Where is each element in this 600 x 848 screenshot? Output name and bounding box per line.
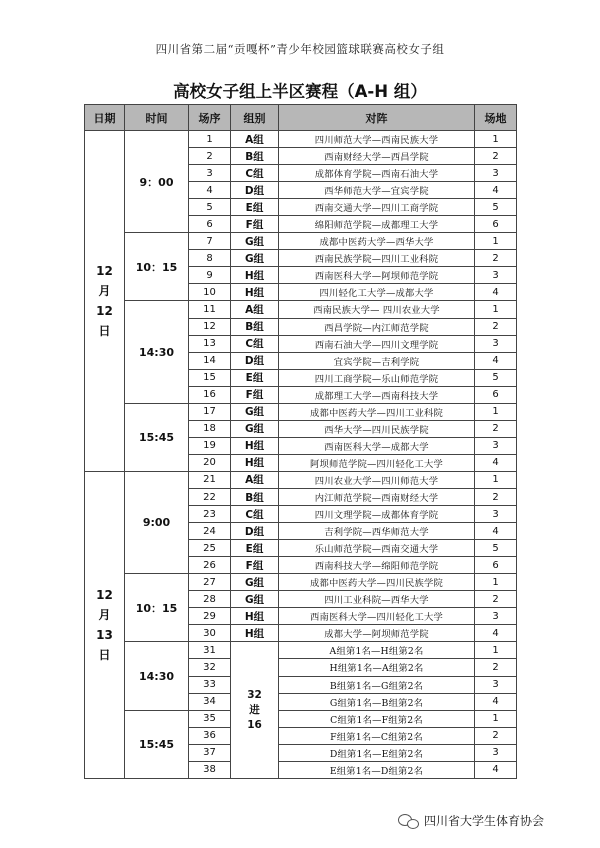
match-cell: 西南石油大学—四川文理学院 bbox=[279, 335, 475, 352]
venue-cell: 4 bbox=[475, 625, 517, 642]
group-cell: F组 bbox=[231, 386, 279, 403]
order-cell: 28 bbox=[189, 591, 231, 608]
match-cell: H组第1名—A组第2名 bbox=[279, 659, 475, 676]
order-cell: 11 bbox=[189, 301, 231, 318]
order-cell: 29 bbox=[189, 608, 231, 625]
match-cell: 西华大学—四川民族学院 bbox=[279, 420, 475, 437]
group-cell: G组 bbox=[231, 233, 279, 250]
group-cell: G组 bbox=[231, 250, 279, 267]
order-cell: 1 bbox=[189, 131, 231, 148]
group-cell: H组 bbox=[231, 284, 279, 301]
order-cell: 3 bbox=[189, 165, 231, 182]
table-row bbox=[85, 574, 517, 591]
match-cell: 西南民族学院—四川工业科院 bbox=[279, 250, 475, 267]
group-cell: C组 bbox=[231, 165, 279, 182]
order-cell: 6 bbox=[189, 216, 231, 233]
order-cell: 5 bbox=[189, 199, 231, 216]
venue-cell: 4 bbox=[475, 761, 517, 778]
date-cell: 12 月 13 日 bbox=[85, 471, 125, 778]
venue-cell: 2 bbox=[475, 318, 517, 335]
match-cell: D组第1名—E组第2名 bbox=[279, 744, 475, 761]
venue-cell: 4 bbox=[475, 454, 517, 471]
group-cell: H组 bbox=[231, 267, 279, 284]
match-cell: G组第1名—B组第2名 bbox=[279, 693, 475, 710]
group-cell: E组 bbox=[231, 199, 279, 216]
venue-cell: 4 bbox=[475, 284, 517, 301]
group-cell: D组 bbox=[231, 182, 279, 199]
venue-cell: 1 bbox=[475, 710, 517, 727]
venue-cell: 1 bbox=[475, 131, 517, 148]
document-header: 四川省第二届“贡嘎杯”青少年校园篮球联赛高校女子组 bbox=[155, 42, 445, 56]
venue-cell: 5 bbox=[475, 540, 517, 557]
order-cell: 38 bbox=[189, 761, 231, 778]
match-cell: 成都大学—阿坝师范学院 bbox=[279, 625, 475, 642]
group-cell: C组 bbox=[231, 506, 279, 523]
stage-cell: 32 进 16 bbox=[231, 642, 279, 778]
order-cell: 32 bbox=[189, 659, 231, 676]
order-cell: 27 bbox=[189, 574, 231, 591]
col-header-group: 组别 bbox=[231, 105, 279, 131]
venue-cell: 1 bbox=[475, 233, 517, 250]
match-cell: 宜宾学院—吉利学院 bbox=[279, 352, 475, 369]
match-cell: 四川农业大学—四川师范大学 bbox=[279, 471, 475, 488]
group-cell: G组 bbox=[231, 574, 279, 591]
order-cell: 10 bbox=[189, 284, 231, 301]
time-cell: 10：15 bbox=[125, 233, 189, 301]
venue-cell: 2 bbox=[475, 727, 517, 744]
match-cell: 西南财经大学—西昌学院 bbox=[279, 148, 475, 165]
group-cell: D组 bbox=[231, 352, 279, 369]
date-cell: 12 月 12 日 bbox=[85, 131, 125, 472]
group-cell: G组 bbox=[231, 420, 279, 437]
venue-cell: 2 bbox=[475, 420, 517, 437]
match-cell: 成都中医药大学—四川民族学院 bbox=[279, 574, 475, 591]
venue-cell: 3 bbox=[475, 165, 517, 182]
venue-cell: 1 bbox=[475, 574, 517, 591]
match-cell: 成都理工大学—西南科技大学 bbox=[279, 386, 475, 403]
group-cell: E组 bbox=[231, 540, 279, 557]
order-cell: 14 bbox=[189, 352, 231, 369]
wechat-icon bbox=[398, 813, 420, 829]
time-cell: 14:30 bbox=[125, 301, 189, 403]
group-cell: A组 bbox=[231, 301, 279, 318]
time-cell: 9：00 bbox=[125, 131, 189, 233]
order-cell: 7 bbox=[189, 233, 231, 250]
match-cell: 乐山师范学院—西南交通大学 bbox=[279, 540, 475, 557]
match-cell: F组第1名—C组第2名 bbox=[279, 727, 475, 744]
venue-cell: 1 bbox=[475, 642, 517, 659]
order-cell: 30 bbox=[189, 625, 231, 642]
venue-cell: 3 bbox=[475, 676, 517, 693]
group-cell: H组 bbox=[231, 625, 279, 642]
match-cell: 四川工业科院—西华大学 bbox=[279, 591, 475, 608]
match-cell: 内江师范学院—西南财经大学 bbox=[279, 488, 475, 505]
table-row bbox=[85, 642, 517, 659]
order-cell: 2 bbox=[189, 148, 231, 165]
match-cell: 西南医科大学—四川轻化工大学 bbox=[279, 608, 475, 625]
time-cell: 10：15 bbox=[125, 574, 189, 642]
match-cell: 阿坝师范学院—四川轻化工大学 bbox=[279, 454, 475, 471]
order-cell: 4 bbox=[189, 182, 231, 199]
venue-cell: 5 bbox=[475, 369, 517, 386]
group-cell: E组 bbox=[231, 369, 279, 386]
col-header-match: 对阵 bbox=[279, 105, 475, 131]
order-cell: 35 bbox=[189, 710, 231, 727]
order-cell: 24 bbox=[189, 523, 231, 540]
venue-cell: 3 bbox=[475, 608, 517, 625]
group-cell: G组 bbox=[231, 403, 279, 420]
match-cell: E组第1名—D组第2名 bbox=[279, 761, 475, 778]
match-cell: 绵阳师范学院—成都理工大学 bbox=[279, 216, 475, 233]
watermark-text: 四川省大学生体育协会 bbox=[424, 814, 545, 828]
venue-cell: 4 bbox=[475, 523, 517, 540]
col-header-venue: 场地 bbox=[475, 105, 517, 131]
venue-cell: 2 bbox=[475, 488, 517, 505]
order-cell: 18 bbox=[189, 420, 231, 437]
group-cell: D组 bbox=[231, 523, 279, 540]
schedule-table bbox=[84, 104, 517, 779]
schedule-body bbox=[85, 131, 517, 779]
venue-cell: 2 bbox=[475, 591, 517, 608]
order-cell: 23 bbox=[189, 506, 231, 523]
time-cell: 15:45 bbox=[125, 710, 189, 778]
group-cell: F组 bbox=[231, 557, 279, 574]
order-cell: 20 bbox=[189, 454, 231, 471]
group-cell: B组 bbox=[231, 488, 279, 505]
venue-cell: 1 bbox=[475, 471, 517, 488]
group-cell: C组 bbox=[231, 335, 279, 352]
order-cell: 36 bbox=[189, 727, 231, 744]
venue-cell: 2 bbox=[475, 148, 517, 165]
venue-cell: 6 bbox=[475, 386, 517, 403]
order-cell: 33 bbox=[189, 676, 231, 693]
match-cell: 西南交通大学—四川工商学院 bbox=[279, 199, 475, 216]
match-cell: 西南医科大学—阿坝师范学院 bbox=[279, 267, 475, 284]
group-cell: F组 bbox=[231, 216, 279, 233]
order-cell: 12 bbox=[189, 318, 231, 335]
order-cell: 9 bbox=[189, 267, 231, 284]
group-cell: H组 bbox=[231, 437, 279, 454]
time-cell: 14:30 bbox=[125, 642, 189, 710]
table-row bbox=[85, 471, 517, 488]
order-cell: 25 bbox=[189, 540, 231, 557]
venue-cell: 2 bbox=[475, 250, 517, 267]
order-cell: 34 bbox=[189, 693, 231, 710]
venue-cell: 2 bbox=[475, 659, 517, 676]
group-cell: A组 bbox=[231, 471, 279, 488]
venue-cell: 3 bbox=[475, 437, 517, 454]
watermark bbox=[398, 812, 544, 829]
match-cell: 西南民族大学— 四川农业大学 bbox=[279, 301, 475, 318]
order-cell: 8 bbox=[189, 250, 231, 267]
table-row bbox=[85, 131, 517, 148]
col-header-date: 日期 bbox=[85, 105, 125, 131]
match-cell: 成都体育学院—西南石油大学 bbox=[279, 165, 475, 182]
venue-cell: 3 bbox=[475, 506, 517, 523]
venue-cell: 4 bbox=[475, 182, 517, 199]
match-cell: A组第1名—H组第2名 bbox=[279, 642, 475, 659]
match-cell: 成都中医药大学—四川工业科院 bbox=[279, 403, 475, 420]
table-row bbox=[85, 710, 517, 727]
table-row bbox=[85, 403, 517, 420]
group-cell: B组 bbox=[231, 148, 279, 165]
venue-cell: 3 bbox=[475, 335, 517, 352]
match-cell: 吉利学院—西华师范大学 bbox=[279, 523, 475, 540]
group-cell: G组 bbox=[231, 591, 279, 608]
match-cell: 四川工商学院—乐山师范学院 bbox=[279, 369, 475, 386]
match-cell: C组第1名—F组第2名 bbox=[279, 710, 475, 727]
order-cell: 15 bbox=[189, 369, 231, 386]
venue-cell: 1 bbox=[475, 301, 517, 318]
match-cell: 四川师范大学—西南民族大学 bbox=[279, 131, 475, 148]
time-cell: 9:00 bbox=[125, 471, 189, 573]
venue-cell: 6 bbox=[475, 216, 517, 233]
order-cell: 26 bbox=[189, 557, 231, 574]
match-cell: B组第1名—G组第2名 bbox=[279, 676, 475, 693]
order-cell: 16 bbox=[189, 386, 231, 403]
time-cell: 15:45 bbox=[125, 403, 189, 471]
match-cell: 四川轻化工大学—成都大学 bbox=[279, 284, 475, 301]
table-row bbox=[85, 301, 517, 318]
col-header-time: 时间 bbox=[125, 105, 189, 131]
col-header-order: 场序 bbox=[189, 105, 231, 131]
order-cell: 31 bbox=[189, 642, 231, 659]
page-title: 高校女子组上半区赛程（A-H 组） bbox=[173, 82, 427, 101]
order-cell: 13 bbox=[189, 335, 231, 352]
match-cell: 西南医科大学—成都大学 bbox=[279, 437, 475, 454]
order-cell: 19 bbox=[189, 437, 231, 454]
match-cell: 西南科技大学—绵阳师范学院 bbox=[279, 557, 475, 574]
order-cell: 17 bbox=[189, 403, 231, 420]
venue-cell: 1 bbox=[475, 403, 517, 420]
group-cell: H组 bbox=[231, 454, 279, 471]
order-cell: 37 bbox=[189, 744, 231, 761]
group-cell: H组 bbox=[231, 608, 279, 625]
group-cell: A组 bbox=[231, 131, 279, 148]
match-cell: 西华师范大学—宜宾学院 bbox=[279, 182, 475, 199]
table-row bbox=[85, 233, 517, 250]
venue-cell: 3 bbox=[475, 744, 517, 761]
venue-cell: 4 bbox=[475, 352, 517, 369]
match-cell: 四川文理学院—成都体育学院 bbox=[279, 506, 475, 523]
table-header-row bbox=[85, 105, 517, 131]
order-cell: 22 bbox=[189, 488, 231, 505]
order-cell: 21 bbox=[189, 471, 231, 488]
match-cell: 西昌学院—内江师范学院 bbox=[279, 318, 475, 335]
group-cell: B组 bbox=[231, 318, 279, 335]
match-cell: 成都中医药大学—西华大学 bbox=[279, 233, 475, 250]
venue-cell: 4 bbox=[475, 693, 517, 710]
venue-cell: 3 bbox=[475, 267, 517, 284]
venue-cell: 5 bbox=[475, 199, 517, 216]
venue-cell: 6 bbox=[475, 557, 517, 574]
